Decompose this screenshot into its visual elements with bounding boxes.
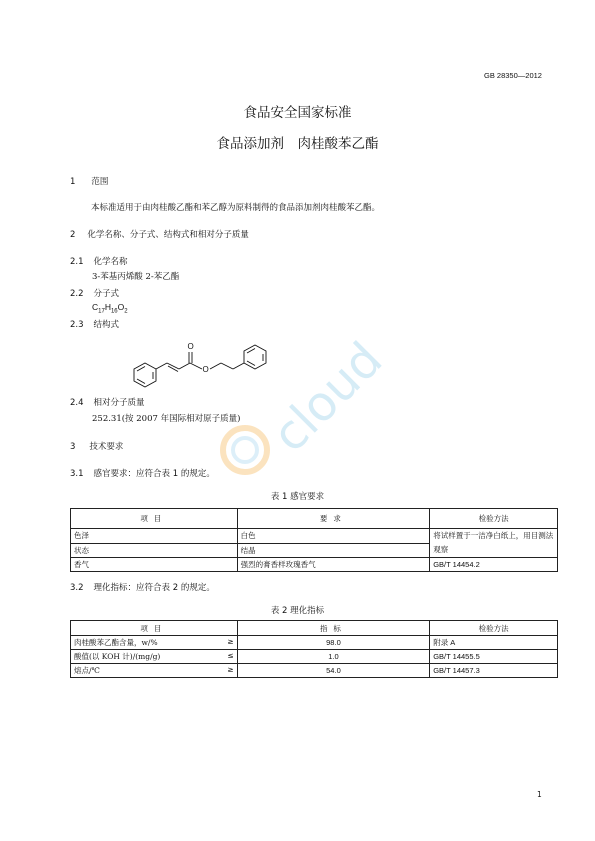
cloud-watermark	[202, 320, 395, 500]
table-cell: 附录 A	[430, 636, 558, 650]
table-header: 检验方法	[430, 621, 558, 636]
table-cell: 1.0	[237, 650, 430, 664]
table-header: 项目	[71, 621, 238, 636]
item-label: 肉桂酸苯乙酯含量，w/%	[74, 638, 158, 647]
table-cell	[71, 664, 238, 678]
standard-number: GB 28350—2012	[484, 71, 542, 80]
chemical-name: 3-苯基丙烯酸 2-苯乙酯	[92, 272, 180, 282]
formula-subscript: 2	[124, 308, 128, 315]
formula-element: O	[117, 302, 125, 312]
table-cell: 54.0	[237, 664, 430, 678]
section-number: 2.1	[70, 257, 84, 267]
molecular-weight: 252.31(按 2007 年国际相对原子质量)	[92, 414, 241, 424]
table-row	[71, 664, 558, 678]
molecular-formula	[92, 302, 128, 315]
subsection-2-3-heading	[70, 318, 119, 330]
table-row	[71, 650, 558, 664]
table-cell: 白色	[237, 529, 430, 544]
item-label: 熔点/℃	[74, 666, 100, 675]
item-label: 酸值(以 KOH 计)/(mg/g)	[74, 652, 161, 661]
table-header: 项目	[71, 509, 238, 529]
section-title: 化学名称	[93, 257, 128, 267]
section-number: 2	[70, 230, 76, 240]
table-cell: 色泽	[71, 529, 238, 544]
comparison-operator: ≤	[227, 651, 234, 660]
subsection-2-2-heading	[70, 287, 119, 299]
comparison-operator: ≥	[227, 665, 234, 674]
section-title: 结构式	[93, 320, 120, 330]
table-cell: GB/T 14454.2	[430, 558, 558, 572]
section-title: 分子式	[93, 289, 120, 299]
sensory-requirements-table	[70, 508, 558, 572]
section-title: 范围	[91, 177, 109, 187]
section-text: 理化指标：应符合表 2 的规定。	[93, 583, 215, 593]
table-row	[71, 558, 558, 572]
formula-subscript: 16	[110, 308, 118, 315]
table-cell: GB/T 14457.3	[430, 664, 558, 678]
section-1-heading	[70, 175, 108, 187]
table-cell: 结晶	[237, 543, 430, 558]
table-row	[71, 529, 558, 544]
physicochemical-table	[70, 620, 558, 678]
table-2-caption: 表 2 理化指标	[270, 606, 325, 616]
table-cell: 状态	[71, 543, 238, 558]
document-title: 食品安全国家标准	[243, 105, 352, 121]
section-text: 感官要求：应符合表 1 的规定。	[93, 469, 215, 479]
table-1-caption: 表 1 感官要求	[270, 492, 325, 502]
page-number: 1	[537, 790, 542, 799]
formula-element: H	[104, 302, 111, 312]
section-number: 2.2	[70, 289, 84, 299]
watermark-ring	[223, 428, 267, 472]
table-header: 检验方法	[430, 509, 558, 529]
table-cell: 98.0	[237, 636, 430, 650]
table-cell: 强烈的膏香样玫瑰香气	[237, 558, 430, 572]
table-cell: 将试样置于一洁净白纸上，用目测法观察	[430, 529, 558, 558]
section-number: 2.4	[70, 398, 84, 408]
comparison-operator: ≥	[227, 637, 234, 646]
table-header: 要求	[237, 509, 430, 529]
section-number: 2.3	[70, 320, 84, 330]
watermark-text: cloud	[261, 331, 394, 464]
ester-oxygen-label: O	[202, 365, 209, 374]
carbonyl-oxygen-label: O	[187, 342, 194, 351]
table-cell: 香气	[71, 558, 238, 572]
section-1-body: 本标准适用于由肉桂酸乙酯和苯乙醇为原料制得的食品添加剂肉桂酸苯乙酯。	[91, 203, 381, 213]
table-row	[71, 636, 558, 650]
table-header: 指标	[237, 621, 430, 636]
table-cell: GB/T 14455.5	[430, 650, 558, 664]
subsection-3-2	[70, 581, 215, 593]
section-2-heading	[70, 228, 249, 240]
section-number: 3.2	[70, 583, 84, 593]
table-cell	[71, 636, 238, 650]
formula-subscript: 17	[98, 308, 105, 315]
subsection-3-1	[70, 467, 215, 479]
section-number: 3.1	[70, 469, 84, 479]
document-subtitle: 食品添加剂 肉桂酸苯乙酯	[216, 136, 379, 152]
table-cell	[71, 650, 238, 664]
formula-element: C	[92, 302, 99, 312]
section-title: 相对分子质量	[93, 398, 145, 408]
section-number: 1	[70, 177, 76, 187]
section-3-heading	[70, 440, 123, 452]
subsection-2-4-heading	[70, 396, 145, 408]
section-title: 技术要求	[89, 442, 124, 452]
section-title: 化学名称、分子式、结构式和相对分子质量	[87, 230, 249, 240]
subsection-2-1-heading	[70, 255, 128, 267]
section-number: 3	[70, 442, 76, 452]
